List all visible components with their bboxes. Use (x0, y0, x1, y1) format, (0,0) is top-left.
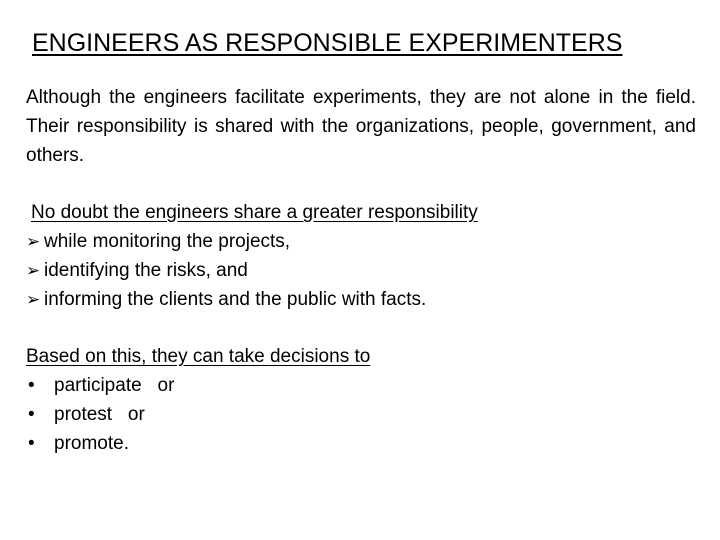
list-item (26, 285, 478, 314)
decisions-heading: Based on this, they can take decisions to (26, 346, 371, 367)
intro-paragraph: Although the engineers facilitate experiments, they are not alone in the field. Their responsibility is shared with the organizations, people, government, and others. (26, 87, 696, 166)
responsibility-heading: No doubt the engineers share a greater responsibility (31, 202, 478, 223)
list-item-text: identifying the risks, and (44, 260, 248, 281)
arrow-bullet-icon: ➢ (26, 232, 41, 251)
responsibility-section (26, 198, 478, 314)
list-item-text: informing the clients and the public with facts. (44, 289, 427, 310)
list-item (26, 429, 370, 458)
arrow-bullet-icon: ➢ (26, 290, 41, 309)
round-bullet-icon: • (28, 404, 35, 425)
list-item-text: participate or (54, 375, 175, 396)
decisions-section (26, 342, 370, 458)
responsibility-list (26, 227, 478, 314)
list-item-text: protest or (54, 404, 145, 425)
arrow-bullet-icon: ➢ (26, 261, 41, 280)
slide-title: ENGINEERS AS RESPONSIBLE EXPERIMENTERS (32, 29, 623, 57)
round-bullet-icon: • (28, 433, 35, 454)
list-item (26, 400, 370, 429)
list-item-text: promote. (54, 433, 129, 454)
list-item (26, 256, 478, 285)
list-item (26, 371, 370, 400)
decisions-list (26, 371, 370, 458)
round-bullet-icon: • (28, 375, 35, 396)
list-item (26, 227, 478, 256)
list-item-text: while monitoring the projects, (44, 231, 291, 252)
